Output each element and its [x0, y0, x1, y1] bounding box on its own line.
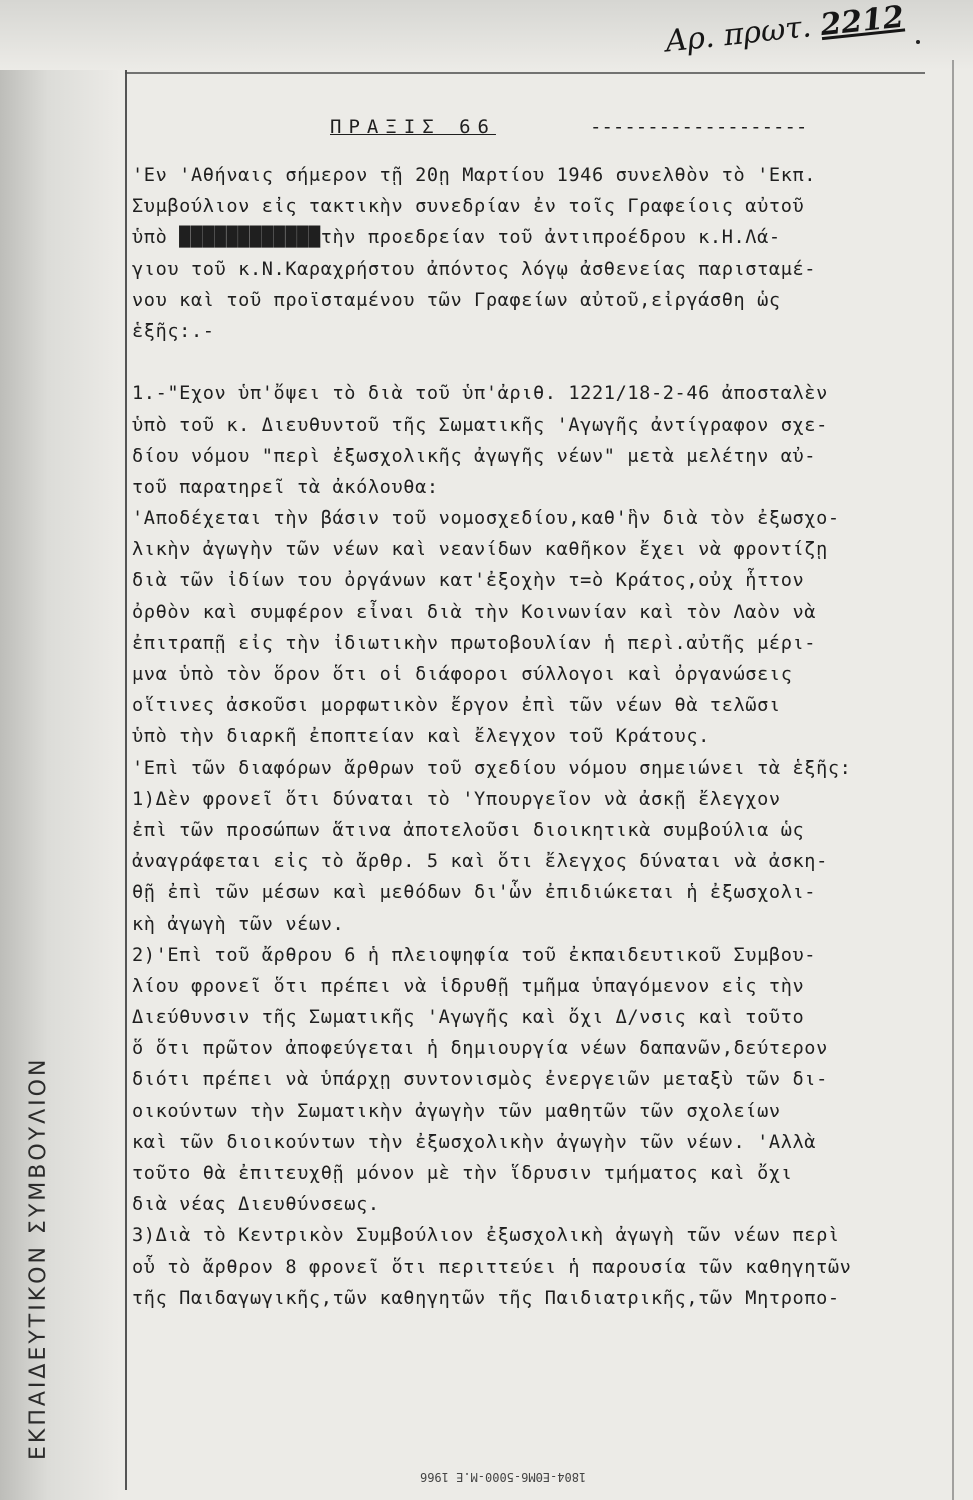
text-line: ὑπὸ τὴν διαρκῆ ἐποπτείαν καὶ ἔλεγχον τοῦ Κράτους.: [132, 726, 710, 748]
text-line: λίου φρονεῖ ὅτι πρέπει νὰ ἱδρυθῇ τμῆμα ὑπαγόμενον εἰς τὴν: [132, 975, 805, 997]
text-line: 'Αποδέχεται τὴν βάσιν τοῦ νομοσχεδίου,καθ'ἣν διὰ τὸν ἐξωσχο-: [132, 508, 840, 530]
margin-stamp: ΕΚΠΑΙΔΕΥΤΙΚΟΝ ΣΥΜΒΟΥΛΙΟΝ: [26, 1056, 51, 1460]
text-line: 3)Διὰ τὸ Κεντρικὸν Συμβούλιον ἐξωσχολικὴ ἀγωγὴ τῶν νέων περὶ: [132, 1225, 840, 1247]
text-line: τῆς Παιδαγωγικῆς,τῶν καθηγητῶν τῆς Παιδιατρικῆς,τῶν Μητροπο-: [132, 1287, 840, 1309]
left-margin-rule: [125, 70, 127, 1490]
text-line: διότι πρέπει νὰ ὑπάρχῃ συντονισμὸς ἐνεργειῶν μεταξὺ τῶν δι-: [132, 1069, 828, 1091]
document-body: [132, 160, 942, 1314]
text-line: γιου τοῦ κ.Ν.Καραχρήστου ἀπόντος λόγῳ ἀσθενείας παρισταμέ-: [132, 258, 817, 280]
text-line: Διεύθυνσιν τῆς Σωματικῆς 'Αγωγῆς καὶ ὄχι Δ/νσις καὶ τοῦτο: [132, 1007, 805, 1029]
text-line: 'Επὶ τῶν διαφόρων ἄρθρων τοῦ σχεδίου νόμου σημειώνει τὰ ἑξῆς:: [132, 757, 852, 779]
blank-line: [132, 347, 942, 378]
text-line: Συμβούλιον εἰς τακτικὴν συνεδρίαν ἐν τοῖς Γραφείοις αὐτοῦ: [132, 196, 805, 218]
text-line: δίου νόμου "περὶ ἐξωσχολικῆς ἀγωγῆς νέων" μετὰ μελέτην αὐ-: [132, 445, 817, 467]
text-line: 2)'Επὶ τοῦ ἄρθρου 6 ἡ πλειοψηφία τοῦ ἐκπαιδευτικοῦ Συμβου-: [132, 944, 817, 966]
text-line: 1.-"Εχον ὑπ'ὄψει τὸ διὰ τοῦ ὑπ'ἀριθ. 1221/18-2-46 ἀποσταλὲν: [132, 383, 828, 405]
text-line: 'Εν 'Αθήναις σήμερον τῇ 20ῃ Μαρτίου 1946 συνελθὸν τὸ 'Εκπ.: [132, 165, 817, 186]
page-shadow-left: [0, 0, 120, 1500]
text-line: μνα ὑπὸ τὸν ὅρον ὅτι οἱ διάφοροι σύλλογοι καὶ ὀργανώσεις: [132, 664, 793, 685]
text-line: ἐπιτραπῇ εἰς τὴν ἰδιωτικὴν πρωτοβουλίαν ἡ περὶ.αὐτῆς μέρι-: [132, 632, 817, 654]
text-line: ὑπὸ τοῦ κ. Διευθυντοῦ τῆς Σωματικῆς 'Αγωγῆς ἀντίγραφον σχε-: [132, 414, 828, 436]
text-line: τοῦ παρατηρεῖ τὰ ἀκόλουθα:: [132, 476, 439, 498]
text-line: ὀρθὸν καὶ συμφέρον εἶναι διὰ τὴν Κοινωνίαν καὶ τὸν Λαὸν νὰ: [132, 601, 817, 623]
text-line: ἐπὶ τῶν προσώπων ἅτινα ἀποτελοῦσι διοικητικὰ συμβούλια ὡς: [132, 819, 805, 841]
right-edge-rule: [952, 60, 954, 1500]
text-line: 1)Δὲν φρονεῖ ὅτι δύναται τὸ 'Υπουργεῖον νὰ ἀσκῇ ἔλεγχον: [132, 788, 781, 810]
text-line: διὰ τῶν ἰδίων του ὀργάνων κατ'ἐξοχὴν τ=ὸ Κράτος,οὐχ ἧττον: [132, 570, 805, 592]
handwritten-number: 2212: [818, 0, 906, 44]
text-line: λικὴν ἀγωγὴν τῶν νέων καὶ νεανίδων καθῆκον ἔχει νὰ φροντίζῃ: [132, 539, 828, 561]
text-line: νου καὶ τοῦ προϊσταμένου τῶν Γραφείων αὐτοῦ,εἰργάσθη ὡς: [132, 289, 781, 311]
text-line: διὰ νέας Διευθύνσεως.: [132, 1194, 380, 1216]
document-title: ΠΡΑΞΙΣ 66: [330, 116, 496, 138]
text-line: κὴ ἀγωγὴ τῶν νέων.: [132, 913, 345, 935]
top-rule: [125, 72, 925, 74]
text-line: τοῦτο θὰ ἐπιτευχθῇ μόνον μὲ τὴν ἵδρυσιν τμήματος καὶ ὄχι: [132, 1163, 793, 1184]
text-line: οἵτινες ἀσκοῦσι μορφωτικὸν ἔργον ἐπὶ τῶν νέων θὰ τελῶσι: [132, 695, 781, 717]
text-line: ἀναγράφεται εἰς τὸ ἄρθρ. 5 καὶ ὅτι ἔλεγχος δύναται νὰ ἀσκη-: [132, 851, 828, 873]
text-line: ἑξῆς:.-: [132, 320, 215, 342]
text-line: οὗ τὸ ἄρθρον 8 φρονεῖ ὅτι περιττεύει ἡ παρουσία τῶν καθηγητῶν: [132, 1256, 852, 1278]
text-line: καὶ τῶν διοικούντων τὴν ἐξωσχολικὴν ἀγωγὴν τῶν νέων. 'Αλλὰ: [132, 1131, 817, 1153]
text-line: ὑπὸ ████████████τὴν προεδρείαν τοῦ ἀντιπροέδρου κ.Η.Λά-: [132, 227, 781, 249]
footer-print: 1804-ΕΘΜ6-5000-Μ.Ε 1966: [420, 1470, 587, 1484]
text-line: ὅ ὅτι πρῶτον ἀποφεύγεται ἡ δημιουργία νέων δαπανῶν,δεύτερον: [132, 1038, 828, 1060]
title-dashes: -------------------: [590, 116, 808, 138]
text-line: οικούντων τὴν Σωματικὴν ἀγωγὴν τῶν μαθητῶν τῶν σχολείων: [132, 1100, 781, 1122]
text-line: θῇ ἐπὶ τῶν μέσων καὶ μεθόδων δι'ὧν ἐπιδιώκεται ἡ ἐξωσχολι-: [132, 882, 817, 904]
handwritten-prefix: Αρ. πρωτ.: [663, 9, 814, 60]
ink-dot: [916, 40, 920, 44]
